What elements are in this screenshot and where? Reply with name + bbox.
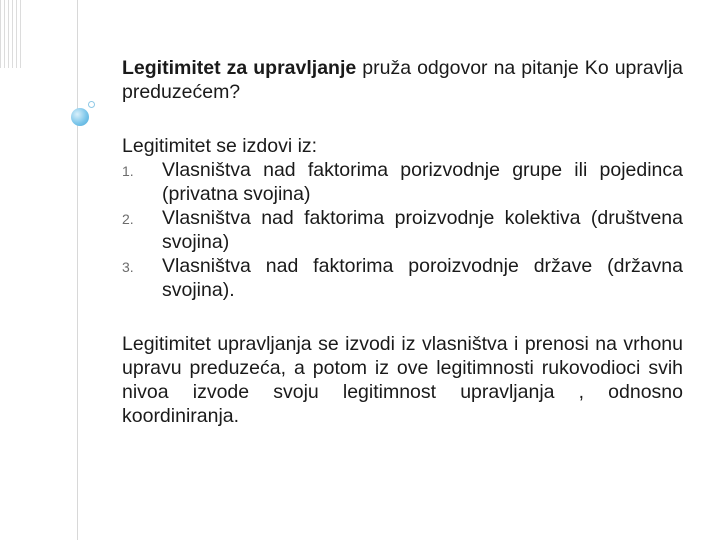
- paragraph-1-bold: Legitimitet za upravljanje: [122, 57, 357, 79]
- paragraph-2-intro: Legitimitet se izdovi iz:: [122, 135, 318, 157]
- decorative-small-circle-icon: [88, 101, 95, 108]
- list-item: [122, 206, 683, 254]
- list-item: [122, 158, 683, 206]
- slide-content: [122, 56, 683, 428]
- decorative-blue-circle-icon: [71, 108, 89, 126]
- paragraph-3: Legitimitet upravljanja se izvodi iz vlasništva i prenosi na vrhonu upravu preduzeća, a potom iz ove legitimnosti rukovodioci svih nivoa izvode svoju legitimnost upravljanja , odnosno koordiniranja.: [122, 333, 683, 427]
- list-number: 2.: [122, 211, 134, 227]
- list-item-text: Vlasništva nad faktorima proizvodnje kolektiva (društvena svojina): [162, 207, 683, 253]
- paragraph-1: [122, 56, 683, 104]
- numbered-list: [122, 158, 683, 302]
- decorative-vertical-line: [77, 0, 78, 540]
- list-item: [122, 254, 683, 302]
- paragraph-2: [122, 134, 683, 302]
- paragraph-1-rest: pruža odgovor na pitanje Ko upravlja preduzećem?: [122, 57, 683, 103]
- list-item-text: Vlasništva nad faktorima poroizvodnje države (državna svojina).: [162, 255, 683, 301]
- list-number: 3.: [122, 259, 134, 275]
- list-item-text: Vlasništva nad faktorima porizvodnje grupe ili pojedinca (privatna svojina): [162, 159, 683, 205]
- decorative-stripe-panel: [0, 0, 22, 68]
- list-number: 1.: [122, 163, 134, 179]
